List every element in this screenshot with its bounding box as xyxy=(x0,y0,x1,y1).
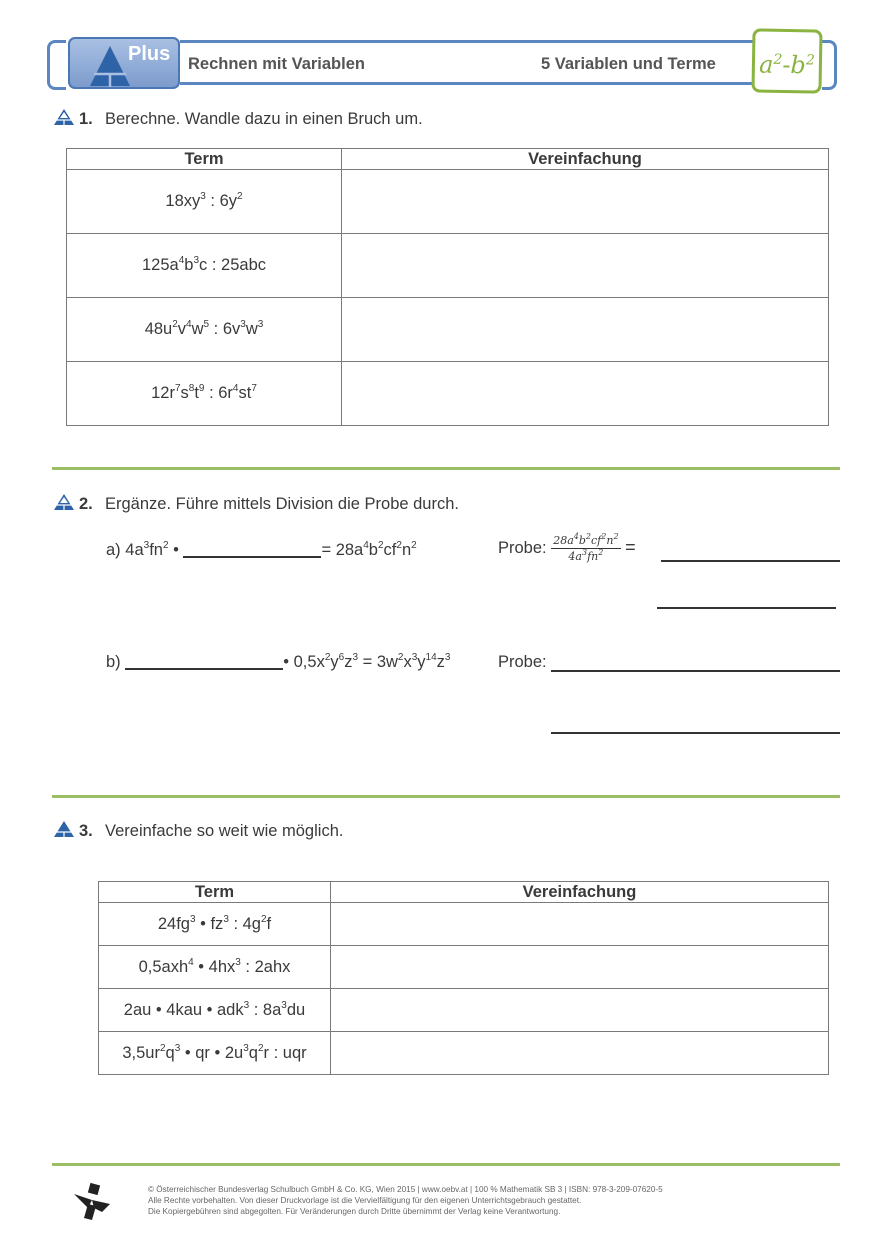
table-row xyxy=(67,170,829,234)
term-cell xyxy=(99,1032,331,1075)
term-text: x xyxy=(403,653,412,671)
task3-heading xyxy=(53,820,343,841)
term-text: n xyxy=(606,534,614,547)
task1-table xyxy=(66,148,829,426)
term-text: 12r xyxy=(151,384,175,402)
term-text: = 3w xyxy=(358,653,398,671)
term-text: 125a xyxy=(142,256,179,274)
task2a-probe-label: Probe: xyxy=(498,538,547,557)
term-text: 18xy xyxy=(165,192,201,210)
term-text: b xyxy=(368,541,378,559)
task1-number: 1. xyxy=(79,110,93,128)
exponent: 3 xyxy=(257,319,264,330)
term-text: b xyxy=(184,256,194,274)
term-text: b xyxy=(578,534,586,547)
answer-cell[interactable] xyxy=(342,234,829,298)
term-text: v xyxy=(177,320,187,338)
task2b-probe-line-2[interactable] xyxy=(551,732,840,734)
task1-instruction: Berechne. Wandle dazu in einen Bruch um. xyxy=(105,110,423,128)
exponent: 5 xyxy=(203,319,210,330)
exponent: 2 xyxy=(159,1042,166,1054)
term-cell xyxy=(99,989,331,1032)
term-text: : 6r xyxy=(204,384,233,402)
task2b-equation xyxy=(106,653,450,672)
task2a-answer-blank[interactable] xyxy=(183,556,321,558)
term-text: • 4hx xyxy=(193,957,236,976)
task2b-right-term xyxy=(283,653,450,671)
badge-exp-a: 2 xyxy=(773,51,783,68)
term-cell xyxy=(67,170,342,234)
term-text: : 6v xyxy=(209,320,241,338)
task3-number: 3. xyxy=(79,822,93,840)
exponent: 2 xyxy=(396,540,402,551)
answer-cell[interactable] xyxy=(331,989,829,1032)
exponent: 14 xyxy=(425,652,437,663)
table-row xyxy=(67,298,829,362)
exponent: 3 xyxy=(223,913,229,925)
footer-divider xyxy=(52,1163,840,1166)
exponent: 2 xyxy=(377,540,384,551)
exponent: 3 xyxy=(352,652,359,663)
exponent: 2 xyxy=(237,191,243,202)
table-row xyxy=(99,946,829,989)
plus-label: Plus xyxy=(128,43,171,65)
task2b-answer-blank[interactable] xyxy=(125,668,283,670)
exponent: 2 xyxy=(598,548,604,557)
task1-heading xyxy=(53,108,423,129)
exponent: 9 xyxy=(198,383,205,394)
section-divider xyxy=(52,795,840,798)
term-text: st xyxy=(238,384,252,402)
task2-heading xyxy=(53,493,459,514)
task2a-label: a) xyxy=(106,541,121,559)
term-text: s xyxy=(180,384,189,402)
term-cell xyxy=(67,298,342,362)
header-title: Rechnen mit Variablen xyxy=(188,55,365,73)
exponent: 4 xyxy=(232,383,239,394)
exponent: 3 xyxy=(411,652,418,663)
task3-col-term: Term xyxy=(99,882,331,903)
exponent: 2 xyxy=(257,1042,264,1054)
header-rule-bottom xyxy=(180,82,760,85)
exponent: 8 xyxy=(188,383,195,394)
term-text: : 2ahx xyxy=(240,957,291,976)
exponent: 3 xyxy=(240,319,246,330)
fraction-numerator xyxy=(551,534,620,549)
badge-exp-b: 2 xyxy=(805,52,815,69)
exponent: 3 xyxy=(189,913,196,925)
exponent: 2 xyxy=(411,540,417,551)
exponent: 4 xyxy=(188,956,194,968)
exponent: 2 xyxy=(324,652,331,663)
footer-line-3: Die Kopiergebühren sind abgegolten. Für Veränderungen durch Dritte übernimmt der Verlag keine Verantwortung. xyxy=(148,1207,561,1216)
term-text: 24fg xyxy=(157,914,190,933)
table-row xyxy=(67,362,829,426)
exponent: 4 xyxy=(573,532,579,541)
term-cell xyxy=(67,362,342,426)
oebv-logo-icon xyxy=(72,1182,112,1222)
term-text: n xyxy=(401,541,412,559)
task3-instruction: Vereinfache so weit wie möglich. xyxy=(105,822,344,840)
term-text: z xyxy=(436,653,445,671)
term-text: fn xyxy=(587,550,599,563)
task2b-probe xyxy=(498,653,547,672)
term-text: 48u xyxy=(144,320,173,338)
task2b-probe-line-1[interactable] xyxy=(551,670,840,672)
task2a-right-term xyxy=(321,541,416,559)
term-text: : 4g xyxy=(228,914,261,933)
exponent: 3 xyxy=(581,548,588,557)
term-text: t xyxy=(194,384,199,402)
header-rule-top xyxy=(180,40,760,43)
task2-number: 2. xyxy=(79,495,93,513)
table-row xyxy=(99,903,829,946)
term-text: q xyxy=(165,1043,175,1062)
term-text: y xyxy=(330,653,339,671)
exponent: 3 xyxy=(235,956,241,968)
task2b-probe-label: Probe: xyxy=(498,653,547,671)
task2a-probe xyxy=(498,534,636,563)
footer-line-1: © Österreichischer Bundesverlag Schulbuch GmbH & Co. KG, Wien 2015 | www.oebv.at | 100 % Mathematik SB 3 | ISBN: 978-3-209-07620-5 xyxy=(148,1185,663,1194)
answer-cell[interactable] xyxy=(342,298,829,362)
exponent: 2 xyxy=(162,540,169,551)
exponent: 2 xyxy=(601,532,607,541)
exponent: 3 xyxy=(143,540,150,551)
task1-col-vereinfachung: Vereinfachung xyxy=(342,149,829,170)
exponent: 6 xyxy=(338,652,345,663)
badge-b: b xyxy=(790,51,807,80)
term-text: 0,5axh xyxy=(138,957,189,976)
plus-logo xyxy=(68,37,180,89)
task3-col-vereinfachung: Vereinfachung xyxy=(331,882,829,903)
exponent: 2 xyxy=(397,652,404,663)
badge-minus: - xyxy=(782,50,791,80)
term-text: • fz xyxy=(195,914,224,933)
header-chapter: 5 Variablen und Terme xyxy=(541,55,716,73)
term-text: f xyxy=(266,914,272,933)
fraction-denominator xyxy=(551,549,620,563)
exponent: 3 xyxy=(243,1042,249,1054)
term-text: z xyxy=(344,653,353,671)
triangle-outline-icon xyxy=(53,493,75,511)
term-cell xyxy=(99,903,331,946)
exponent: 2 xyxy=(260,913,267,925)
table-row xyxy=(99,989,829,1032)
term-text: w xyxy=(245,320,258,338)
chapter-badge xyxy=(751,28,822,93)
footer-line-2: Alle Rechte vorbehalten. Von dieser Druckvorlage ist die Vervielfältigung für den eigenen Unterrichtsgebrauch gestattet. xyxy=(148,1196,582,1205)
exponent: 4 xyxy=(186,319,192,330)
exponent: 3 xyxy=(193,255,200,266)
answer-cell[interactable] xyxy=(342,362,829,426)
term-text: y xyxy=(417,653,426,671)
term-text: 28a xyxy=(553,534,574,547)
term-text: c : 25abc xyxy=(199,256,266,274)
triangle-filled-icon xyxy=(53,820,75,838)
table-row xyxy=(67,234,829,298)
header-bracket-left xyxy=(47,40,66,90)
term-cell xyxy=(99,946,331,989)
answer-cell[interactable] xyxy=(342,170,829,234)
task1-col-term: Term xyxy=(67,149,342,170)
answer-cell[interactable] xyxy=(331,1032,829,1075)
header-bracket-right xyxy=(822,40,837,90)
term-text: du xyxy=(286,1000,306,1019)
task2b-label: b) xyxy=(106,653,121,671)
answer-cell[interactable] xyxy=(331,903,829,946)
task2a-probe-line-2[interactable] xyxy=(657,607,836,609)
exponent: 3 xyxy=(200,191,206,202)
exponent: 2 xyxy=(172,319,178,330)
task2a-probe-line-1[interactable] xyxy=(661,560,840,562)
exponent: 2 xyxy=(585,532,592,541)
footer-copyright xyxy=(148,1184,663,1217)
term-text: : 8a xyxy=(249,1000,282,1019)
exponent: 4 xyxy=(363,540,369,551)
exponent: 7 xyxy=(174,383,181,394)
term-text: • xyxy=(168,541,179,559)
task2a-fraction xyxy=(551,534,620,563)
task2a-left-term xyxy=(125,541,179,559)
exponent: 3 xyxy=(243,999,250,1011)
triangle-outline-icon xyxy=(53,108,75,126)
exponent: 7 xyxy=(251,383,257,394)
exponent: 3 xyxy=(444,652,451,663)
term-text: = 28a xyxy=(321,541,364,559)
term-cell xyxy=(67,234,342,298)
term-text: 3,5ur xyxy=(122,1043,160,1062)
term-text: fn xyxy=(149,541,163,559)
term-text: cf xyxy=(591,534,602,547)
term-text: 4a xyxy=(125,541,144,559)
term-text: • qr • 2u xyxy=(180,1043,244,1062)
exponent: 4 xyxy=(178,255,185,266)
task2a-equation xyxy=(106,541,417,560)
equals-sign: = xyxy=(625,536,636,557)
task3-table xyxy=(98,881,829,1075)
term-text: 4a xyxy=(568,550,582,563)
task2-instruction: Ergänze. Führe mittels Division die Probe durch. xyxy=(105,495,459,513)
answer-cell[interactable] xyxy=(331,946,829,989)
term-text: • 0,5x xyxy=(283,653,325,671)
term-text: 2au • 4kau • adk xyxy=(123,1000,244,1019)
exponent: 2 xyxy=(613,532,619,541)
term-text: w xyxy=(191,320,204,338)
term-text: cf xyxy=(383,541,397,559)
section-divider xyxy=(52,467,840,470)
exponent: 3 xyxy=(281,999,287,1011)
badge-a: a xyxy=(758,50,774,79)
term-text: : 6y xyxy=(205,192,238,210)
term-text: r : uqr xyxy=(263,1043,307,1062)
exponent: 3 xyxy=(174,1042,181,1054)
term-text: q xyxy=(248,1043,258,1062)
table-row xyxy=(99,1032,829,1075)
